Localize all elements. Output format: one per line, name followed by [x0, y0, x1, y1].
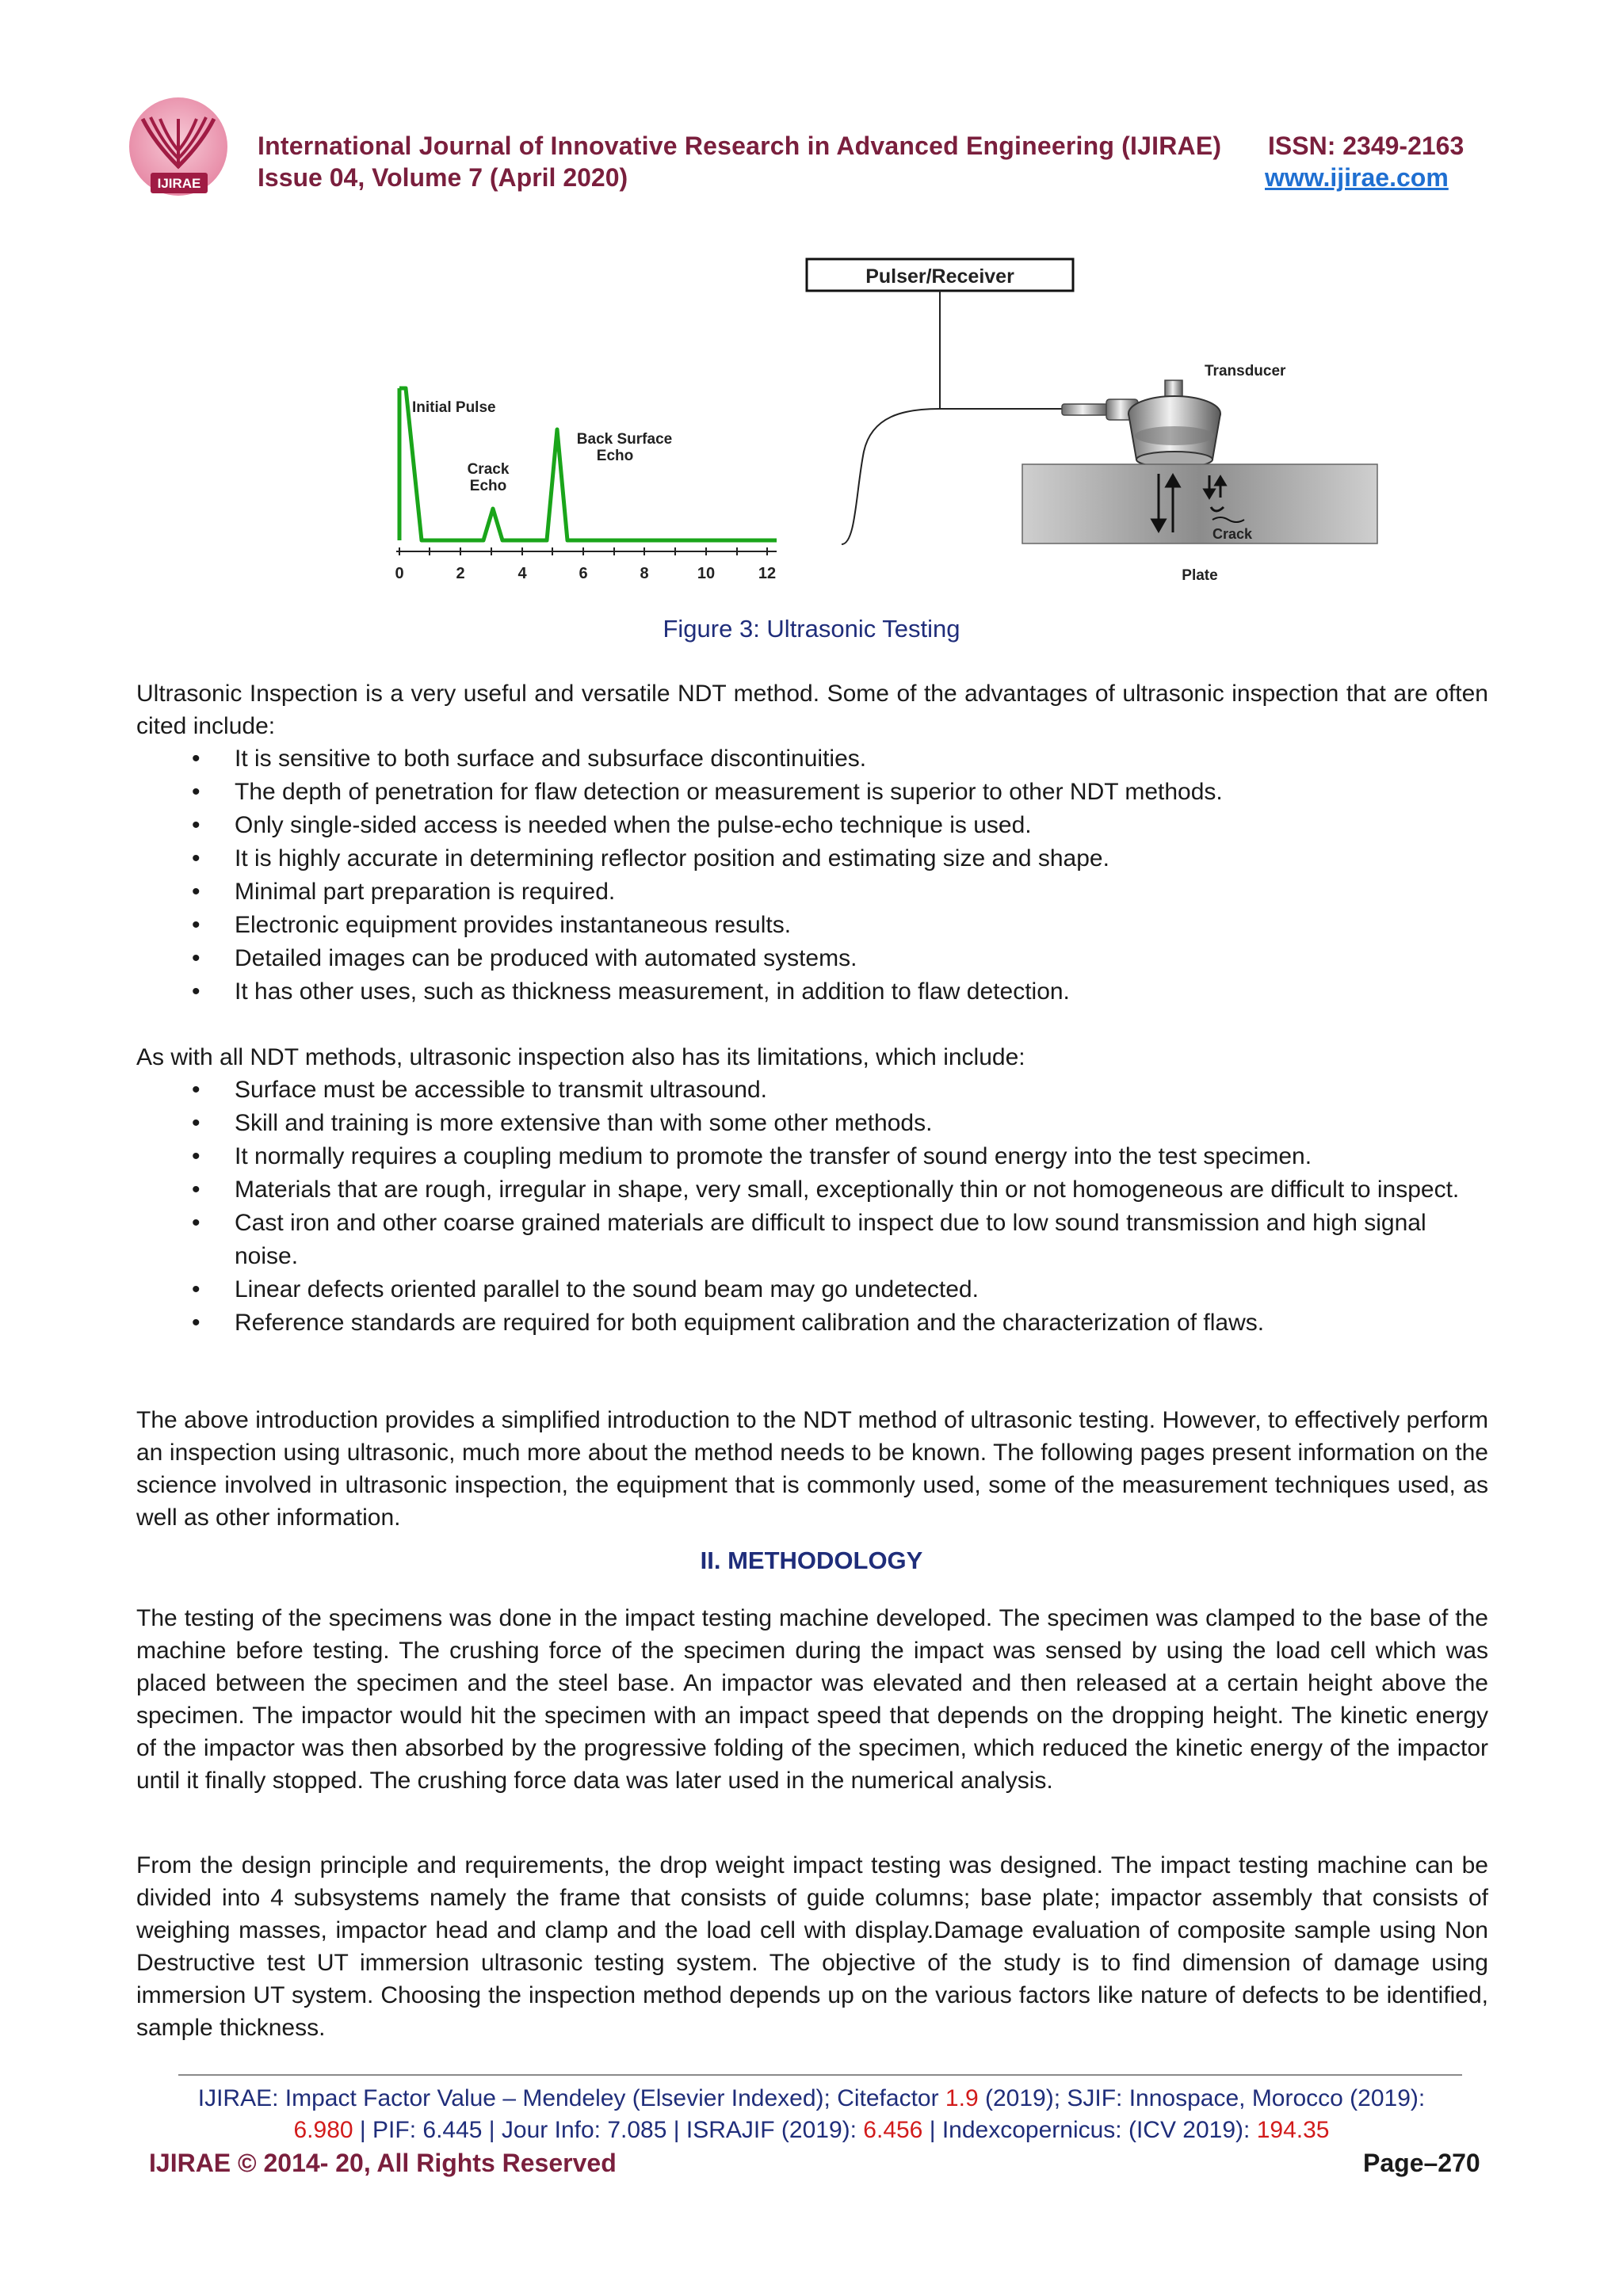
list-item: • Skill and training is more extensive than with some other methods.: [192, 1110, 933, 1136]
footer-indexing-line-2: 6.980 | PIF: 6.445 | Jour Info: 7.085 | ISRAJIF (2019): 6.456 | Indexcopernicus: (ICV 2019): 194.35: [293, 2117, 1330, 2143]
list-item: • Minimal part preparation is required.: [192, 879, 616, 905]
crack-label: Crack: [1212, 526, 1253, 542]
summary-paragraph: The above introduction provides a simplified introduction to the NDT method of ultrasonic testing. However, to effectively perform an inspection using ultrasonic, much more about the method needs to be known. The following pages present information on the science involved in ultrasonic inspection, the equipment that is commonly used, some of the measurement techniques used, as well as other information.: [136, 1407, 1488, 1531]
intro-paragraph: Ultrasonic Inspection is a very useful and versatile NDT method. Some of the advantages of ultrasonic inspection that are often cited include:: [136, 681, 1488, 739]
journal-logo: [119, 95, 246, 206]
website-link[interactable]: www.ijirae.com: [1265, 163, 1449, 192]
list-item: • Detailed images can be produced with automated systems.: [192, 945, 857, 971]
crack-echo-label-2: Echo: [469, 478, 507, 494]
issn: ISSN: 2349-2163: [1268, 132, 1465, 160]
figure-caption: Figure 3: Ultrasonic Testing: [663, 615, 960, 643]
tick-label: 4: [517, 565, 527, 582]
list-item: • It has other uses, such as thickness measurement, in addition to flaw detection.: [192, 978, 1070, 1005]
pulser-receiver-label: Pulser/Receiver: [865, 265, 1014, 288]
tick-label: 8: [640, 565, 649, 582]
logo-text: IJIRAE: [157, 176, 201, 191]
copyright: IJIRAE © 2014- 20, All Rights Reserved: [149, 2149, 617, 2177]
back-surface-label-1: Back Surface: [576, 431, 673, 448]
page-number: Page–270: [1363, 2149, 1480, 2177]
transducer-connector: [1062, 404, 1108, 415]
advantages-list: [136, 742, 1488, 1009]
list-item: • Surface must be accessible to transmit ultrasound.: [192, 1077, 767, 1103]
figure-ultrasonic-testing: [349, 254, 1403, 594]
crack-echo-label-1: Crack: [467, 461, 510, 478]
list-item: • Materials that are rough, irregular in shape, very small, exceptionally thin or not homogeneous are difficult to inspect.: [192, 1177, 1460, 1203]
list-item: • Reference standards are required for both equipment calibration and the characterization of flaws.: [192, 1310, 1265, 1336]
list-item: • It normally requires a coupling medium to promote the transfer of sound energy into the test specimen.: [192, 1143, 1312, 1169]
limitations-list: [136, 1074, 1488, 1340]
methodology-paragraph-2: From the design principle and requirements, the drop weight impact testing was designed. The impact testing machine can be divided into 4 subsystems namely the frame that consists of guide columns; base plate; impactor assembly that consists of weighing masses, impactor head and clamp and the load cell with display.Damage evaluation of composite sample using Non Destructive test UT immersion ultrasonic testing system. The objective of the study is to find dimension of damage using immersion UT system. Choosing the inspection method depends up on the various factors like nature of defects to be identified, sample thickness.: [136, 1852, 1488, 2041]
transducer-label: Transducer: [1205, 363, 1286, 379]
tick-label: 10: [697, 565, 716, 582]
back-surface-label-2: Echo: [596, 448, 634, 464]
plate-label: Plate: [1182, 567, 1218, 584]
section-heading: II. METHODOLOGY: [700, 1547, 923, 1574]
list-item: • Cast iron and other coarse grained materials are difficult to inspect due to low sound transmission and high signal noise.: [192, 1210, 1426, 1269]
methodology-paragraph-1: The testing of the specimens was done in the impact testing machine developed. The specimen was clamped to the base of the machine before testing. The crushing force of the specimen during the impact was sensed by using the load cell which was placed between the specimen and the steel base. An impactor was elevated and then released at a certain height above the specimen. The impactor would hit the specimen with an impact speed that depends on the dropping height. The kinetic energy of the impactor was then absorbed by the progressive folding of the specimen, which reduced the kinetic energy of the impactor until it finally stopped. The crushing force data was later used in the numerical analysis.: [136, 1605, 1488, 1794]
tick-label: 6: [579, 565, 588, 582]
footer-rule: [178, 2074, 1462, 2076]
list-item: • Electronic equipment provides instantaneous results.: [192, 912, 792, 938]
list-item: • It is highly accurate in determining reflector position and estimating size and shape.: [192, 845, 1109, 871]
tick-label: 0: [395, 565, 404, 582]
initial-pulse-label: Initial Pulse: [412, 399, 496, 416]
tick-label: 12: [758, 565, 777, 582]
footer-indexing-line-1: IJIRAE: Impact Factor Value – Mendeley (Elsevier Indexed); Citefactor 1.9 (2019); SJIF: Innospace, Morocco (2019):: [197, 2085, 1426, 2111]
test-plate: [1022, 464, 1377, 543]
journal-title: International Journal of Innovative Research in Advanced Engineering (IJIRAE): [258, 132, 1222, 160]
list-item: • The depth of penetration for flaw detection or measurement is superior to other NDT methods.: [192, 779, 1223, 805]
list-item: • It is sensitive to both surface and subsurface discontinuities.: [192, 746, 867, 772]
tick-label: 2: [456, 565, 465, 582]
limitations-intro: As with all NDT methods, ultrasonic inspection also has its limitations, which include:: [136, 1044, 1025, 1070]
list-item: • Linear defects oriented parallel to the sound beam may go undetected.: [192, 1276, 979, 1302]
issue-info: Issue 04, Volume 7 (April 2020): [258, 163, 628, 192]
list-item: • Only single-sided access is needed when the pulse-echo technique is used.: [192, 812, 1032, 838]
